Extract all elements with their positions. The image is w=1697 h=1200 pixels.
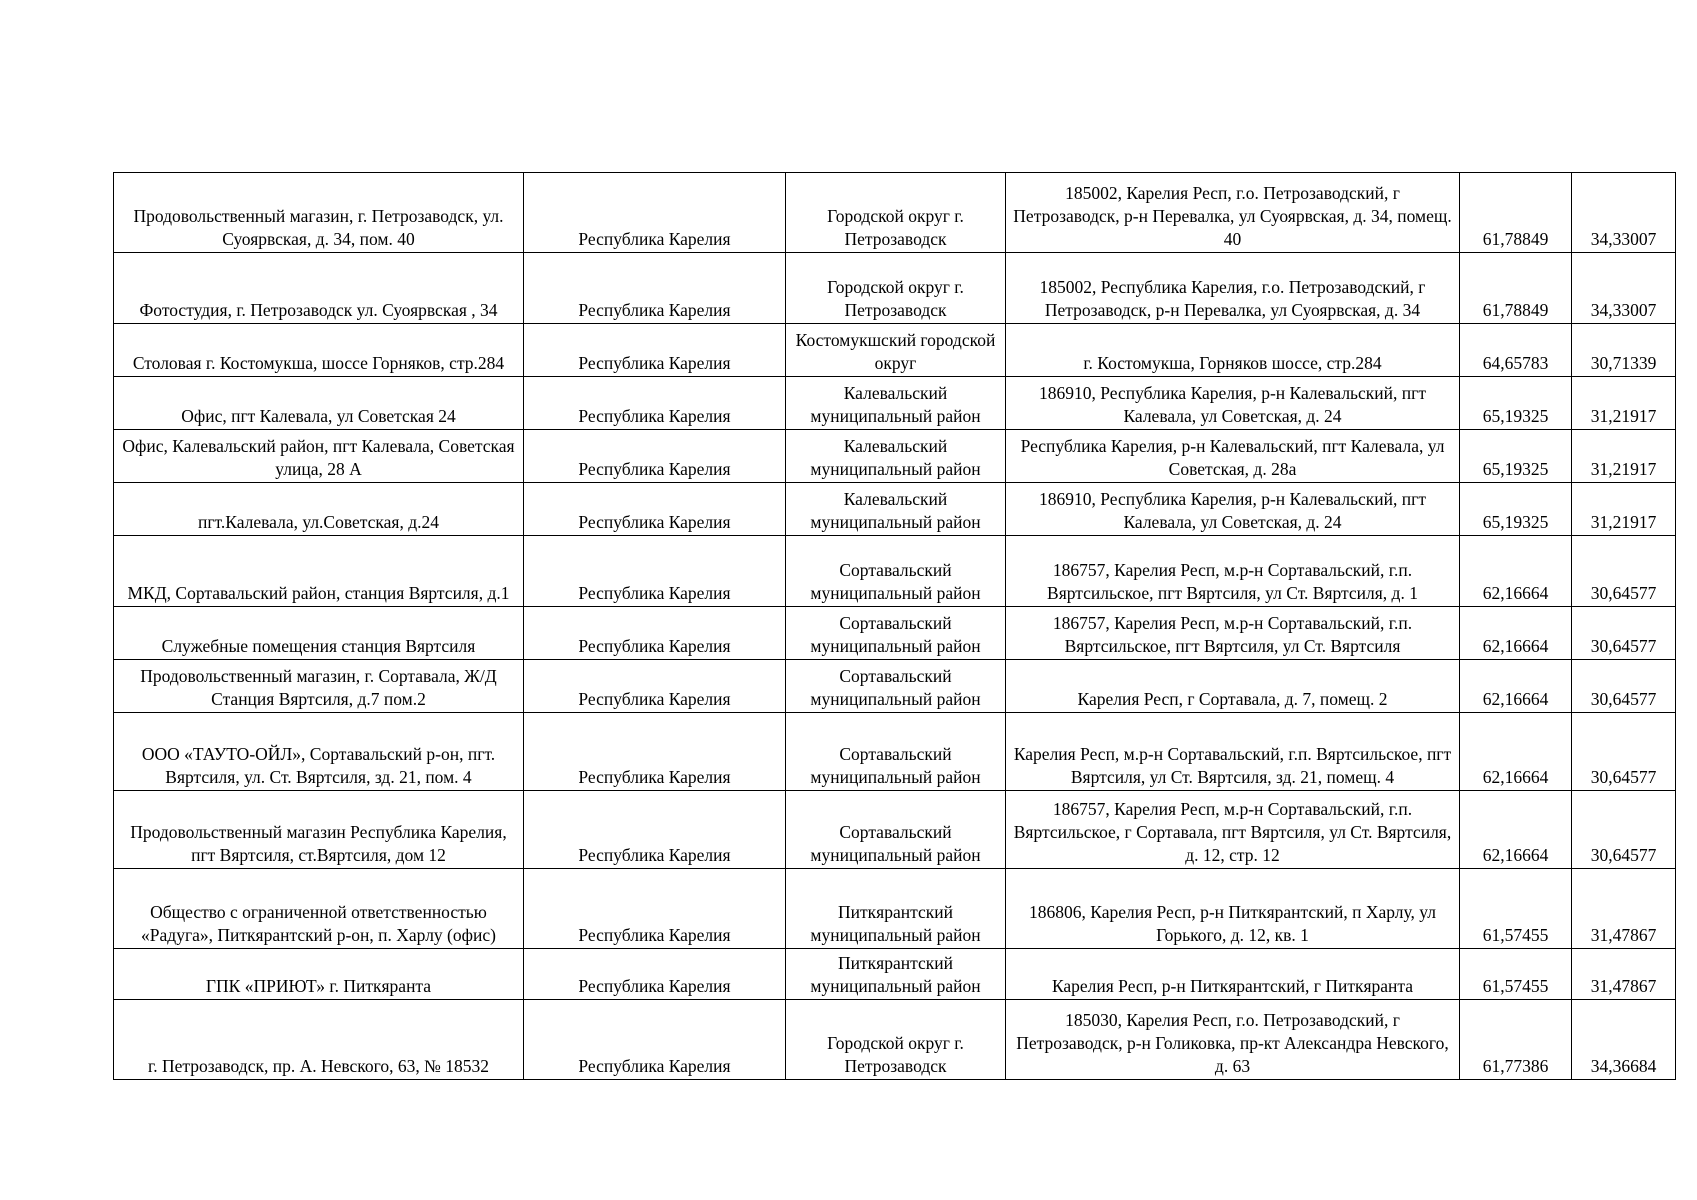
cell-latitude: 61,57455	[1460, 869, 1572, 949]
cell-name: ООО «ТАУТО-ОЙЛ», Сортавальский р-он, пгт. Вяртсиля, ул. Ст. Вяртсиля, зд. 21, пом. 4	[114, 713, 524, 791]
cell-latitude: 65,19325	[1460, 377, 1572, 430]
cell-latitude: 65,19325	[1460, 430, 1572, 483]
cell-longitude: 34,36684	[1572, 1000, 1676, 1080]
cell-name: Офис, пгт Калевала, ул Советская 24	[114, 377, 524, 430]
cell-latitude: 64,65783	[1460, 324, 1572, 377]
cell-name: пгт.Калевала, ул.Советская, д.24	[114, 483, 524, 536]
cell-name: Общество с ограниченной ответственностью «Радуга», Питкярантский р-он, п. Харлу (офис)	[114, 869, 524, 949]
table-row	[114, 173, 1676, 253]
cell-name: Служебные помещения станция Вяртсиля	[114, 607, 524, 660]
cell-municipality: Сортавальский муниципальный район	[786, 660, 1006, 713]
cell-name: Фотостудия, г. Петрозаводск ул. Суоярвская , 34	[114, 253, 524, 324]
cell-region: Республика Карелия	[524, 660, 786, 713]
cell-municipality: Сортавальский муниципальный район	[786, 536, 1006, 607]
cell-municipality: Городской округ г. Петрозаводск	[786, 1000, 1006, 1080]
cell-latitude: 62,16664	[1460, 660, 1572, 713]
cell-municipality: Сортавальский муниципальный район	[786, 713, 1006, 791]
cell-municipality: Питкярантский муниципальный район	[786, 949, 1006, 1000]
cell-municipality: Калевальский муниципальный район	[786, 483, 1006, 536]
table-row	[114, 869, 1676, 949]
table-row	[114, 1000, 1676, 1080]
table-row	[114, 607, 1676, 660]
table-row	[114, 430, 1676, 483]
cell-region: Республика Карелия	[524, 483, 786, 536]
cell-latitude: 65,19325	[1460, 483, 1572, 536]
cell-address: 186910, Республика Карелия, р-н Калевальский, пгт Калевала, ул Советская, д. 24	[1006, 483, 1460, 536]
cell-address: 185030, Карелия Респ, г.о. Петрозаводский, г Петрозаводск, р-н Голиковка, пр-кт Александра Невского, д. 63	[1006, 1000, 1460, 1080]
cell-longitude: 31,47867	[1572, 949, 1676, 1000]
cell-municipality: Калевальский муниципальный район	[786, 430, 1006, 483]
cell-longitude: 30,71339	[1572, 324, 1676, 377]
cell-municipality: Питкярантский муниципальный район	[786, 869, 1006, 949]
cell-longitude: 31,21917	[1572, 430, 1676, 483]
cell-name: Продовольственный магазин Республика Карелия, пгт Вяртсиля, ст.Вяртсиля, дом 12	[114, 791, 524, 869]
cell-region: Республика Карелия	[524, 377, 786, 430]
cell-region: Республика Карелия	[524, 607, 786, 660]
cell-name: Офис, Калевальский район, пгт Калевала, Советская улица, 28 А	[114, 430, 524, 483]
cell-region: Республика Карелия	[524, 791, 786, 869]
cell-longitude: 30,64577	[1572, 791, 1676, 869]
cell-address: 186757, Карелия Респ, м.р-н Сортавальский, г.п. Вяртсильское, пгт Вяртсиля, ул Ст. Вяртсиля, д. 1	[1006, 536, 1460, 607]
cell-region: Республика Карелия	[524, 713, 786, 791]
cell-address: Карелия Респ, г Сортавала, д. 7, помещ. 2	[1006, 660, 1460, 713]
locations-table-body	[114, 173, 1676, 1080]
cell-municipality: Городской округ г. Петрозаводск	[786, 173, 1006, 253]
cell-address: 186806, Карелия Респ, р-н Питкярантский, п Харлу, ул Горького, д. 12, кв. 1	[1006, 869, 1460, 949]
cell-address: Карелия Респ, м.р-н Сортавальский, г.п. Вяртсильское, пгт Вяртсиля, ул Ст. Вяртсиля, зд. 21, помещ. 4	[1006, 713, 1460, 791]
cell-address: Карелия Респ, р-н Питкярантский, г Питкяранта	[1006, 949, 1460, 1000]
cell-name: Продовольственный магазин, г. Сортавала, Ж/Д Станция Вяртсиля, д.7 пом.2	[114, 660, 524, 713]
table-row	[114, 949, 1676, 1000]
cell-latitude: 61,77386	[1460, 1000, 1572, 1080]
table-row	[114, 377, 1676, 430]
cell-region: Республика Карелия	[524, 1000, 786, 1080]
cell-longitude: 34,33007	[1572, 173, 1676, 253]
cell-region: Республика Карелия	[524, 253, 786, 324]
table-row	[114, 713, 1676, 791]
cell-region: Республика Карелия	[524, 173, 786, 253]
cell-longitude: 31,47867	[1572, 869, 1676, 949]
cell-longitude: 30,64577	[1572, 660, 1676, 713]
cell-municipality: Калевальский муниципальный район	[786, 377, 1006, 430]
cell-name: г. Петрозаводск, пр. А. Невского, 63, № 18532	[114, 1000, 524, 1080]
cell-name: ГПК «ПРИЮТ» г. Питкяранта	[114, 949, 524, 1000]
cell-address: 185002, Республика Карелия, г.о. Петрозаводский, г Петрозаводск, р-н Перевалка, ул Суоярвская, д. 34	[1006, 253, 1460, 324]
cell-latitude: 61,78849	[1460, 173, 1572, 253]
cell-address: 186757, Карелия Респ, м.р-н Сортавальский, г.п. Вяртсильское, пгт Вяртсиля, ул Ст. Вяртсиля	[1006, 607, 1460, 660]
cell-region: Республика Карелия	[524, 430, 786, 483]
cell-name: Столовая г. Костомукша, шоссе Горняков, стр.284	[114, 324, 524, 377]
cell-latitude: 62,16664	[1460, 607, 1572, 660]
cell-latitude: 61,57455	[1460, 949, 1572, 1000]
table-row	[114, 253, 1676, 324]
cell-latitude: 62,16664	[1460, 713, 1572, 791]
cell-name: Продовольственный магазин, г. Петрозаводск, ул. Суоярвская, д. 34, пом. 40	[114, 173, 524, 253]
table-row	[114, 536, 1676, 607]
cell-latitude: 62,16664	[1460, 536, 1572, 607]
table-row	[114, 660, 1676, 713]
table-row	[114, 483, 1676, 536]
cell-address: 186757, Карелия Респ, м.р-н Сортавальский, г.п. Вяртсильское, г Сортавала, пгт Вяртсиля, ул Ст. Вяртсиля, д. 12, стр. 12	[1006, 791, 1460, 869]
cell-municipality: Сортавальский муниципальный район	[786, 607, 1006, 660]
table-row	[114, 324, 1676, 377]
table-row	[114, 791, 1676, 869]
cell-address: 186910, Республика Карелия, р-н Калевальский, пгт Калевала, ул Советская, д. 24	[1006, 377, 1460, 430]
locations-table	[113, 172, 1676, 1080]
cell-municipality: Сортавальский муниципальный район	[786, 791, 1006, 869]
cell-longitude: 30,64577	[1572, 713, 1676, 791]
cell-address: г. Костомукша, Горняков шоссе, стр.284	[1006, 324, 1460, 377]
cell-latitude: 62,16664	[1460, 791, 1572, 869]
cell-region: Республика Карелия	[524, 536, 786, 607]
cell-address: 185002, Карелия Респ, г.о. Петрозаводский, г Петрозаводск, р-н Перевалка, ул Суоярвская, д. 34, помещ. 40	[1006, 173, 1460, 253]
cell-name: МКД, Сортавальский район, станция Вяртсиля, д.1	[114, 536, 524, 607]
cell-municipality: Городской округ г. Петрозаводск	[786, 253, 1006, 324]
cell-region: Республика Карелия	[524, 949, 786, 1000]
cell-region: Республика Карелия	[524, 324, 786, 377]
cell-latitude: 61,78849	[1460, 253, 1572, 324]
cell-longitude: 31,21917	[1572, 377, 1676, 430]
cell-longitude: 31,21917	[1572, 483, 1676, 536]
cell-longitude: 30,64577	[1572, 536, 1676, 607]
cell-longitude: 34,33007	[1572, 253, 1676, 324]
cell-address: Республика Карелия, р-н Калевальский, пгт Калевала, ул Советская, д. 28а	[1006, 430, 1460, 483]
cell-region: Республика Карелия	[524, 869, 786, 949]
cell-longitude: 30,64577	[1572, 607, 1676, 660]
cell-municipality: Костомукшский городской округ	[786, 324, 1006, 377]
